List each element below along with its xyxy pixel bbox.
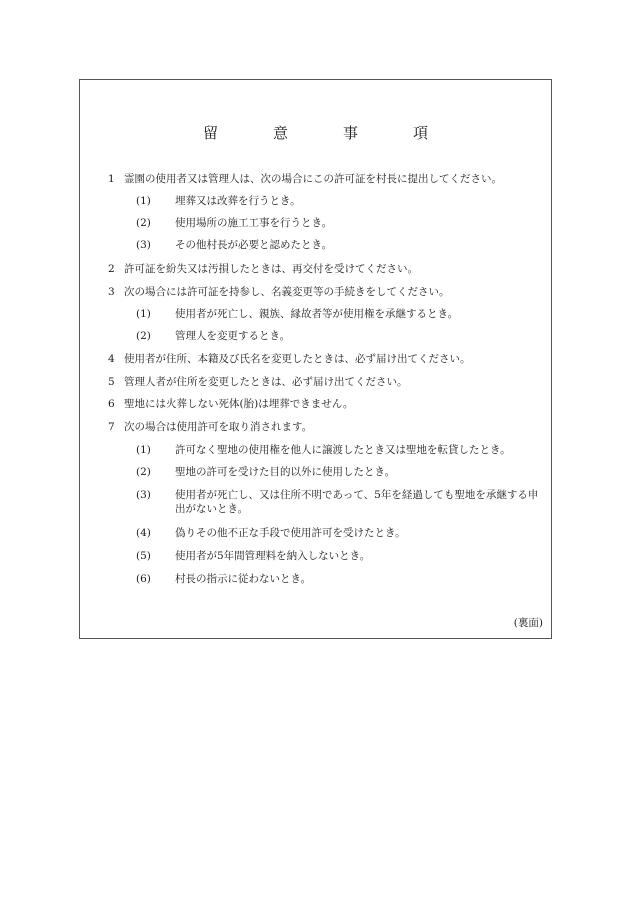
item-number: 4 [108, 353, 115, 365]
item-text: 管理人者が住所を変更したときは、必ず届け出てください。 [124, 376, 408, 388]
item-text: 使用者が住所、本籍及び氏名を変更したときは、必ず届け出てください。 [124, 353, 471, 365]
sub-item-text: 偽りその他不正な手段で使用許可を受けたとき。 [175, 527, 406, 539]
sub-item-text: 管理人を変更するとき。 [175, 330, 291, 342]
title-char: 留 [202, 124, 218, 142]
item-number: 2 [108, 263, 115, 275]
sub-item-text: その他村長が必要と認めたとき。 [175, 239, 333, 251]
sub-item-number: (5) [136, 550, 151, 562]
sub-item-text: 使用者が5年間管理料を納入しないとき。 [175, 550, 371, 562]
sub-item-number: (3) [136, 489, 151, 501]
sub-item-number: (1) [136, 444, 151, 456]
sub-item-text: 許可なく聖地の使用権を他人に譲渡したとき又は聖地を転貸したとき。 [175, 444, 511, 456]
sub-item-number: (2) [136, 330, 151, 342]
sub-item-number: (2) [136, 466, 151, 478]
title-char: 項 [412, 124, 428, 142]
sub-item-text: 使用者が死亡し、親族、縁故者等が使用権を承継するとき。 [175, 308, 459, 320]
sub-item-text: 埋葬又は改葬を行うとき。 [175, 195, 301, 207]
notice-frame [79, 79, 552, 639]
sub-item-number: (6) [136, 573, 151, 585]
item-number: 1 [108, 173, 115, 185]
item-text: 次の場合は使用許可を取り消されます。 [124, 421, 313, 433]
sub-item-text: 村長の指示に従わないとき。 [175, 573, 312, 585]
page-title [80, 122, 551, 143]
sub-item-number: (3) [136, 239, 151, 251]
item-text: 聖地には火葬しない死体(胎)は埋葬できません。 [124, 398, 354, 410]
reverse-side-label: (裏面) [513, 617, 543, 629]
item-number: 3 [108, 286, 115, 298]
sub-item-number: (1) [136, 195, 151, 207]
sub-item-text: 使用者が死亡し、又は住所不明であって、5年を経過しても聖地を承継する申出がないとき。 [175, 489, 539, 515]
sub-item-number: (1) [136, 308, 151, 320]
item-number: 6 [108, 398, 115, 410]
item-number: 7 [108, 421, 115, 433]
title-char: 意 [272, 124, 288, 142]
sub-item-number: (4) [136, 527, 151, 539]
sub-item-number: (2) [136, 217, 151, 229]
sub-item-text: 使用場所の施工工事を行うとき。 [175, 217, 333, 229]
item-text: 許可証を紛失又は汚損したときは、再交付を受けてください。 [124, 263, 418, 275]
item-text: 霊園の使用者又は管理人は、次の場合にこの許可証を村長に提出してください。 [124, 173, 502, 185]
title-char: 事 [342, 124, 358, 142]
item-text: 次の場合には許可証を持参し、名義変更等の手続きをしてください。 [124, 286, 450, 298]
item-number: 5 [108, 376, 115, 388]
sub-item-text: 聖地の許可を受けた目的以外に使用したとき。 [175, 466, 396, 478]
